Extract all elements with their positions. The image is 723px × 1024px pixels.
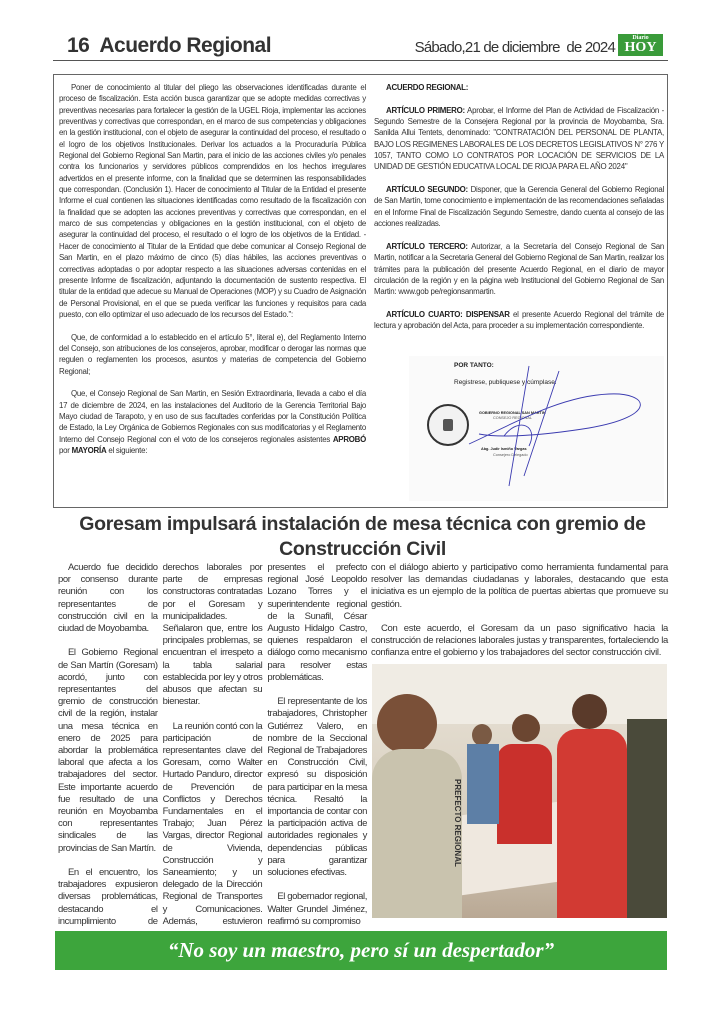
por-tanto: POR TANTO: — [454, 362, 494, 369]
paragraph: La reunión contó con la participación de representantes clave del Goresam, como Walter Hurtado Panduro, director de Prevención de Conflictos y Derechos Fundamentales en el Trabajo; Juan Pérez Vargas, director Regional de Vivienda, Construcción y Saneamiento; y un delegado de la Dirección Regional de Transportes y Comunicaciones. Además, estuvieron presentes el prefecto regional José Leopoldo Lozano Torres y el superintendente regional de la Sunafil, César Augusto Hidalgo Castro, quienes respaldaron el diálogo como mecanismo para resolver estas problemáticas. — [162, 562, 367, 927]
article-label: ARTÍCULO TERCERO: — [386, 241, 468, 251]
article-columns — [58, 562, 367, 928]
acuerdo-right-column — [374, 82, 664, 343]
article-label: ARTÍCULO CUARTO: DISPENSAR — [386, 309, 510, 319]
signature-org: GOBIERNO REGIONAL SAN MARTIN — [479, 411, 546, 415]
article-text: Disponer, que la Gerencia General del Gobierno Regional de San Martín, tome conocimiento e implementación de las recomendaciones señaladas en el Informe Final de Fiscalización Segundo Semestre, dando cuenta al consejo de las acciones realizadas. — [374, 185, 664, 229]
meeting-photo — [372, 664, 667, 918]
article-headline: Goresam impulsará instalación de mesa técnica con gremio de Construcción Civil — [79, 513, 646, 560]
article-3 — [374, 241, 664, 298]
registrese-text: Registrese, publiquese y cúmplase. — [454, 379, 557, 386]
heading-text: ACUERDO REGIONAL: — [386, 83, 469, 92]
paragraph-text: Que, el Consejo Regional de San Martin, en Sesión Extraordinaria, llevada a cabo el día 17 de diciembre de 2024, en las instalaciones del Auditorio de la Gerencia Territorial Bajo Mayo ciudad de Tarapoto, y en uso de sus facultades conferidas por la Constitución Política de Estado, la Ley Orgánica de Gobiernos Regionales con sus modificatorias y el Reglamento Interno del Consejo Regional con el voto de los consejeros regionales asistentes — [59, 389, 366, 444]
paragraph: con el diálogo abierto y participativo como herramienta fundamental para resolver las demandas ciudadanas y laborales, destacando que esta iniciativa es un ejemplo de la política de puertas abiertas que promueve su gestión. — [371, 562, 668, 610]
logo-small-text: Diario — [632, 35, 649, 41]
article-2 — [374, 184, 664, 229]
article-text: el presente Acuerdo Regional del trámite de lectura y aprobación del Acta, para proceder a su implementación correspondiente. — [374, 309, 665, 331]
newspaper-logo — [618, 34, 663, 56]
paragraph: El Gobierno Regional de San Martín (Goresam) acordó, junto con representantes del gremio de construcción civil de la región, instalar una mesa técnica en enero de 2025 para abordar la problemática laboral que afecta a los trabajadores del sector. Este importante acuerdo fue resultado de una reunión en Moyobamba con representantes sindicales de las provincias de San Martín. — [58, 647, 158, 854]
article-column-4 — [371, 562, 668, 660]
paragraph — [59, 388, 366, 456]
paragraph: Que, de conformidad a lo establecido en el artículo 5°, literal e), del Reglamento Interno del Consejo, son atribuciones de los consejeros, aprobar, modificar o derogar las normas que regulen o reglamenten los procesos, asuntos y materias de competencia del Gobierno Regional; — [59, 332, 366, 376]
acuerdo-box — [53, 74, 668, 508]
paragraph: El gobernador regional, Walter Grundel Jiménez, reafirmó su compromiso — [267, 891, 367, 927]
logo-big-text: HOY — [624, 40, 657, 55]
quote-banner: “No soy un maestro, pero sí un despertador” — [55, 931, 667, 970]
bold-aprobo: APROBÓ — [332, 434, 366, 444]
signature-council: CONSEJO REGIONAL — [493, 416, 533, 420]
paragraph: Poner de conocimiento al titular del pliego las observaciones identificadas durante el proceso de fiscalización. Esta acción busca garantizar que se adopte medidas correctivas y preventivas necesarias para fortalecer la gestión de la UGEL Rioja, implementar las acciones preventivas y correctivas que correspondan, en el marco de sus competencias y obligaciones en la gestión institucional, con el objeto de asegurar la continuidad del proceso, el resultado o el logro de los objetivos Institucionales. Derivar los actuados a la Procuraduría Pública Regional del Gobierno Regional San Martin, para el inicio de las acciones civiles y/o penales contra los funcionarios y servidores públicos comprendidos en los hechos irregulares advertidos en el presente informe, con la finalidad que se determinen las responsabilidades que correspondan. (Conclusión 1). Hacer de conocimiento al Titular de la Entidad el presente Informe el cual contienen las situaciones identificadas como resultado de la fiscalización con la finalidad que se adopten las acciones preventivas y correctivas que correspondan, en el marco de sus competencias y obligaciones en la gestión institucional, con el objeto de asegurar la continuidad del proceso, el resultado o el logro de los objetivos de la Entidad. -Hacer de conocimiento al Titular de la Entidad que debe comunicar al Consejo Regional de San Martin, en el plazo máximo de cinco (5) días hábiles, las acciones preventivas o correctivas adoptadas o por adoptar respecto a las situaciones adversas contenidas en el presente Informe de fiscalización, adjuntando la documentación de sustento respectiva. El titular de la entidad que adecue su Manual de Operaciones (MOP) y su Cuadro de Asignación de Personal Provisional, en el que se pueda verificar las funciones y requisitos para cada puesto, con ello optimizar el uso adecuado de los recursos del Estado.": — [59, 83, 366, 319]
article-label: ARTÍCULO SEGUNDO: — [386, 185, 468, 195]
text: por — [59, 446, 72, 455]
vest-text: PREFECTO REGIONAL — [372, 749, 462, 918]
acuerdo-heading — [374, 82, 664, 93]
article-text: Aprobar, el Informe del Plan de Actividad de Fiscalización - Segundo Semestre de la Consejera Regional por la provincia de Moyobamba, Sra. Sanilda Allui Tentets, denominado: "CONTRATACIÓN DEL PERSONAL DE PLANTA, BAJO LOS REGIMENES LABORALES DE LOS DECRETOS LEGISLATIVOS N° 276 Y 1057, TANTO COMO LO CONTRATOS POR LOCACIÓN DE SERVICIOS DE LA UNIDAD DE GESTIÓN EDUCATIVA LOCAL DE RIOJA PARA EL AÑO 2024" — [374, 105, 664, 172]
text: el siguiente: — [106, 446, 148, 455]
article-1 — [374, 105, 664, 173]
header-rule — [53, 60, 668, 61]
article-4 — [374, 309, 664, 332]
section-title: Acuerdo Regional — [99, 34, 272, 57]
paragraph: Con este acuerdo, el Goresam da un paso significativo hacia la construcción de relaciones laborales justas y transparentes, fortaleciendo la confianza entre el gobierno y los trabajadores del sector construcción civil. — [371, 623, 668, 659]
signer-name: Abg. Judir Ismiño Vargas — [481, 447, 527, 451]
article-label: ARTÍCULO PRIMERO: — [386, 105, 465, 115]
handwritten-signature-icon — [409, 356, 664, 501]
signature-block — [409, 356, 664, 501]
acuerdo-left-column — [59, 82, 366, 468]
paragraph: En el encuentro, los trabajadores expusieron diversas problemáticas, destacando el incumplimiento de derechos laborales por parte de empresas constructoras contratadas por el Goresam y municipalidades. Señalaron que, entre los principales problemas, se encuentran el irrespeto a la tabla salarial establecida por ley y otros abusos que afectan su bienestar. — [58, 562, 263, 927]
article-text: Autorizar, a la Secretaría del Consejo Regional de San Martin, notificar a la Secretaria General del Gobierno Regional de San Martin, realizar los trámites para la publicación del presente Acuerdo Regional, en el diario de mayor circulación de la región y en la página web Institucional del Gobierno Regional de San Martin: www.gob pe/regionsanmartin. — [374, 241, 664, 297]
page-number: 16 — [67, 34, 90, 57]
page-header — [67, 34, 271, 58]
paragraph: Acuerdo fue decidido por consenso durante reunión con los representantes de construcción civil en la ciudad de Moyobamba. — [58, 562, 158, 635]
issue-date: Sábado,21 de diciembre de 2024 — [414, 39, 615, 56]
signer-role: Consejero Delegado — [493, 453, 528, 457]
paragraph: El representante de los trabajadores, Christopher Gutiérrez Valero, en nombre de la Seccional Regional de Trabajadores en Construcción Civil, expresó su disposición para participar en la mesa técnica. Resaltó la importancia de contar con la participación activa de autoridades regionales y dependencias públicas para garantizar soluciones efectivas. — [267, 696, 367, 879]
bold-mayoria: MAYORÍA — [71, 446, 107, 455]
